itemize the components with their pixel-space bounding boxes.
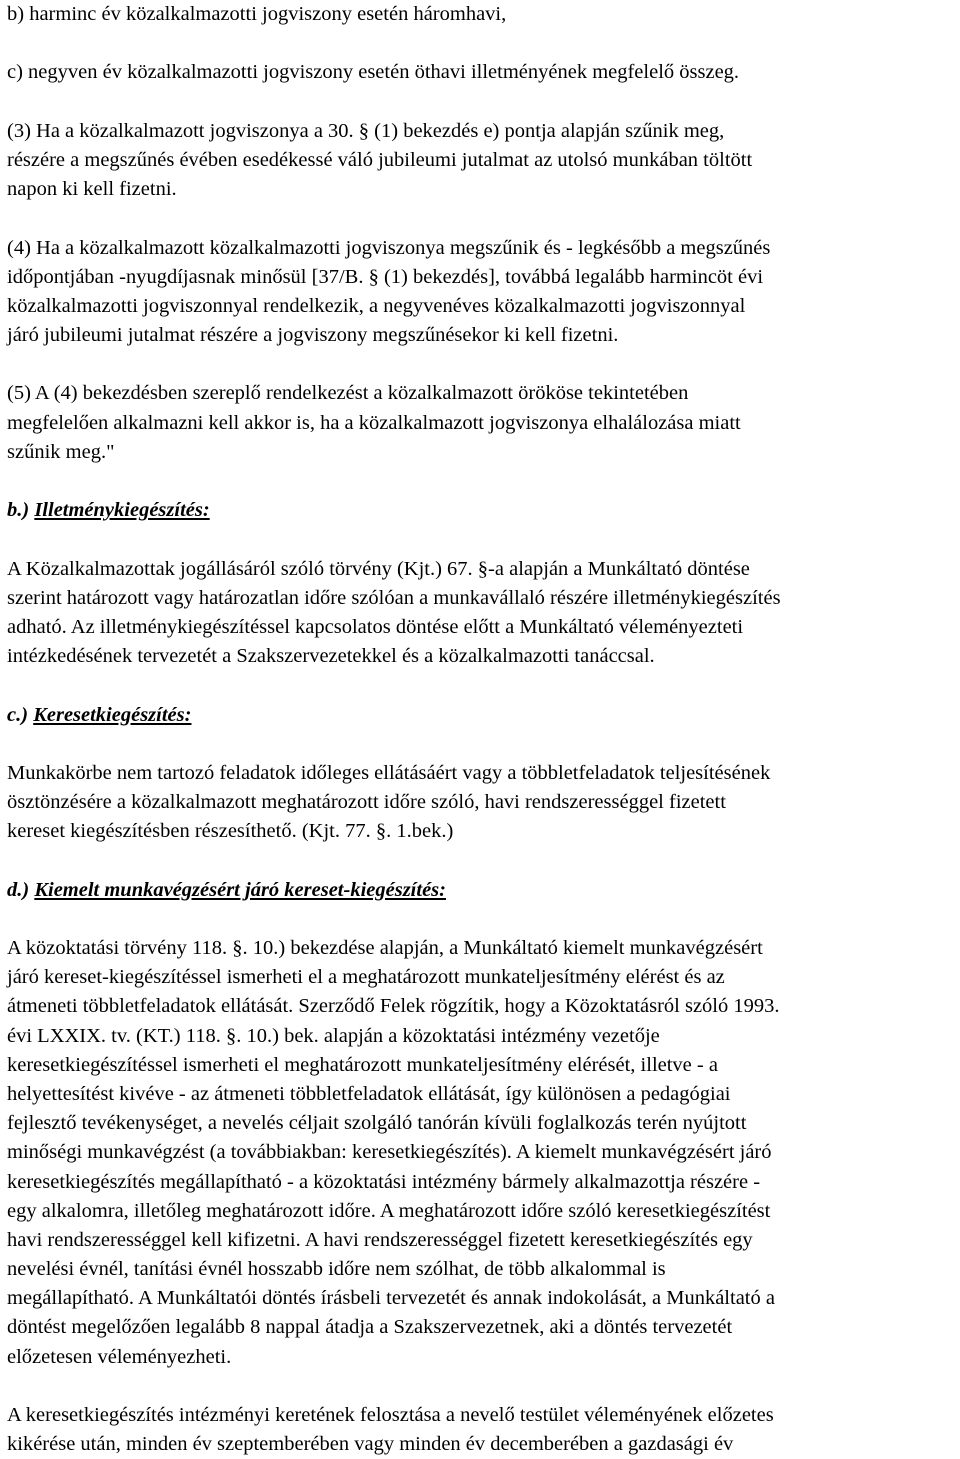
paragraph-5 xyxy=(7,379,957,467)
section-heading-illetmenykiegeszites xyxy=(7,496,957,525)
paragraph-4 xyxy=(7,234,957,351)
text-line: megállapítható. A Munkáltatói döntés írásbeli tervezetét és annak indokolását, a Munkáltató a xyxy=(7,1287,775,1310)
paragraph-3 xyxy=(7,117,957,205)
paragraph-illetmenykiegeszites xyxy=(7,555,957,672)
paragraph-gap xyxy=(7,846,957,875)
paragraph-gap xyxy=(7,88,957,117)
paragraph-gap xyxy=(7,905,957,934)
text-line: adható. Az illetménykiegészítéssel kapcsolatos döntése előtt a Munkáltató véleményezteti xyxy=(7,615,744,638)
text-line: c) negyven év közalkalmazotti jogviszony esetén öthavi illetményének megfelelő összeg. xyxy=(7,61,740,84)
text-line: fejlesztő tevékenységet, a nevelés céljait szolgáló tanórán kívüli foglalkozás terén nyújtott xyxy=(7,1112,747,1135)
document-page xyxy=(7,0,957,1459)
text-line: időpontjában -nyugdíjasnak minősül [37/B. § (1) bekezdés], továbbá legalább harmincöt évi xyxy=(7,265,764,288)
paragraph-keret-felosztas xyxy=(7,1401,957,1459)
text-line: (4) Ha a közalkalmazott közalkalmazotti jogviszonya megszűnik és - legkésőbb a megszűnés xyxy=(7,236,771,259)
paragraph-keresetkiegeszites xyxy=(7,759,957,847)
text-line: járó jubileumi jutalmat részére a jogviszony megszűnésekor ki kell fizetni. xyxy=(7,324,619,347)
paragraph-c-negyven xyxy=(7,58,957,87)
heading-title: Illetménykiegészítés: xyxy=(34,499,210,522)
text-line: döntést megelőzően legalább 8 nappal átadja a Szakszervezetnek, aki a döntés tervezetét xyxy=(7,1316,733,1339)
section-heading-keresetkiegeszites xyxy=(7,701,957,730)
text-line: előzetesen véleményezheti. xyxy=(7,1345,232,1368)
paragraph-gap xyxy=(7,350,957,379)
text-line: A keresetkiegészítés intézményi keretének felosztása a nevelő testület véleményének előzetes xyxy=(7,1404,774,1426)
text-line: (3) Ha a közalkalmazott jogviszonya a 30. § (1) bekezdés e) pontja alapján szűnik meg, xyxy=(7,119,725,142)
text-line: átmeneti többletfeladatok ellátását. Szerződő Felek rögzítik, hogy a Közoktatásról szóló 1993. xyxy=(7,995,780,1018)
heading-title: Kiemelt munkavégzésért járó kereset-kiegészítés: xyxy=(34,878,446,901)
text-line: egy alkalomra, illetőleg meghatározott időre. A meghatározott időre szóló keresetkiegészítést xyxy=(7,1199,771,1222)
text-line: részére a megszűnés évében esedékessé váló jubileumi jutalmat az utolsó munkában töltött xyxy=(7,148,753,171)
paragraph-gap xyxy=(7,204,957,233)
text-line: keresetkiegészítés megállapítható - a közoktatási intézmény bármely alkalmazottja részére - xyxy=(7,1170,761,1193)
text-line: szerint határozott vagy határozatlan időre szólóan a munkavállaló részére illetménykiegészítés xyxy=(7,586,781,609)
heading-prefix: c.) xyxy=(7,703,34,726)
text-line: intézkedésének tervezetét a Szakszervezetekkel és a közalkalmazotti tanáccsal. xyxy=(7,645,655,668)
text-line: megfelelően alkalmazni kell akkor is, ha a közalkalmazott jogviszonya elhalálozása miatt xyxy=(7,411,741,434)
text-line: közalkalmazotti jogviszonnyal rendelkezik, a negyvenéves közalkalmazotti jogviszonnyal xyxy=(7,294,746,317)
paragraph-gap xyxy=(7,525,957,554)
text-line: kereset kiegészítésben részesíthető. (Kjt. 77. §. 1.bek.) xyxy=(7,820,454,843)
text-line: havi rendszerességgel kell kifizetni. A havi rendszerességgel fizetett keresetkiegészítés egy xyxy=(7,1228,753,1251)
text-line: ösztönzésére a közalkalmazott meghatározott időre szóló, havi rendszerességgel fizetett xyxy=(7,791,726,814)
text-line: A közoktatási törvény 118. §. 10.) bekezdése alapján, a Munkáltató kiemelt munkavégzésért xyxy=(7,937,763,959)
text-line: A Közalkalmazottak jogállásáról szóló törvény (Kjt.) 67. §-a alapján a Munkáltató döntése xyxy=(7,557,750,580)
paragraph-b-harminc xyxy=(7,0,957,29)
text-line: minőségi munkavégzést (a továbbiakban: keresetkiegészítés). A kiemelt munkavégzésért járó xyxy=(7,1141,772,1164)
text-line: b) harminc év közalkalmazotti jogviszony esetén háromhavi, xyxy=(7,3,507,25)
paragraph-kiemelt-munkavegzes xyxy=(7,934,957,1372)
heading-prefix: d.) xyxy=(7,878,35,901)
text-line: helyettesítést kivéve - az átmeneti többletfeladatok ellátását, így különösen a pedagógiai xyxy=(7,1082,731,1105)
text-line: nevelési évnél, tanítási évnél hosszabb időre nem szólhat, de több alkalommal is xyxy=(7,1258,666,1281)
text-line: keresetkiegészítéssel ismerheti el meghatározott munkateljesítmény elérését, illetve - a xyxy=(7,1053,718,1076)
heading-title: Keresetkiegészítés: xyxy=(33,703,192,726)
text-line: szűnik meg." xyxy=(7,440,115,463)
paragraph-gap xyxy=(7,1372,957,1401)
text-line: Munkakörbe nem tartozó feladatok időleges ellátásáért vagy a többletfeladatok teljesítésének xyxy=(7,761,771,784)
paragraph-gap xyxy=(7,29,957,58)
text-line: kikérése után, minden év szeptemberében vagy minden év decemberében a gazdasági év xyxy=(7,1433,734,1456)
text-line: napon ki kell fizetni. xyxy=(7,178,177,201)
section-heading-kiemelt-munkavegzes xyxy=(7,876,957,905)
heading-prefix: b.) xyxy=(7,499,35,522)
paragraph-gap xyxy=(7,671,957,700)
paragraph-gap xyxy=(7,467,957,496)
paragraph-gap xyxy=(7,730,957,759)
text-line: (5) A (4) bekezdésben szereplő rendelkezést a közalkalmazott örököse tekintetében xyxy=(7,382,689,405)
text-line: járó kereset-kiegészítéssel ismerheti el a meghatározott munkateljesítmény elérést és az xyxy=(7,966,725,989)
text-line: évi LXXIX. tv. (KT.) 118. §. 10.) bek. alapján a közoktatási intézmény vezetője xyxy=(7,1024,660,1047)
